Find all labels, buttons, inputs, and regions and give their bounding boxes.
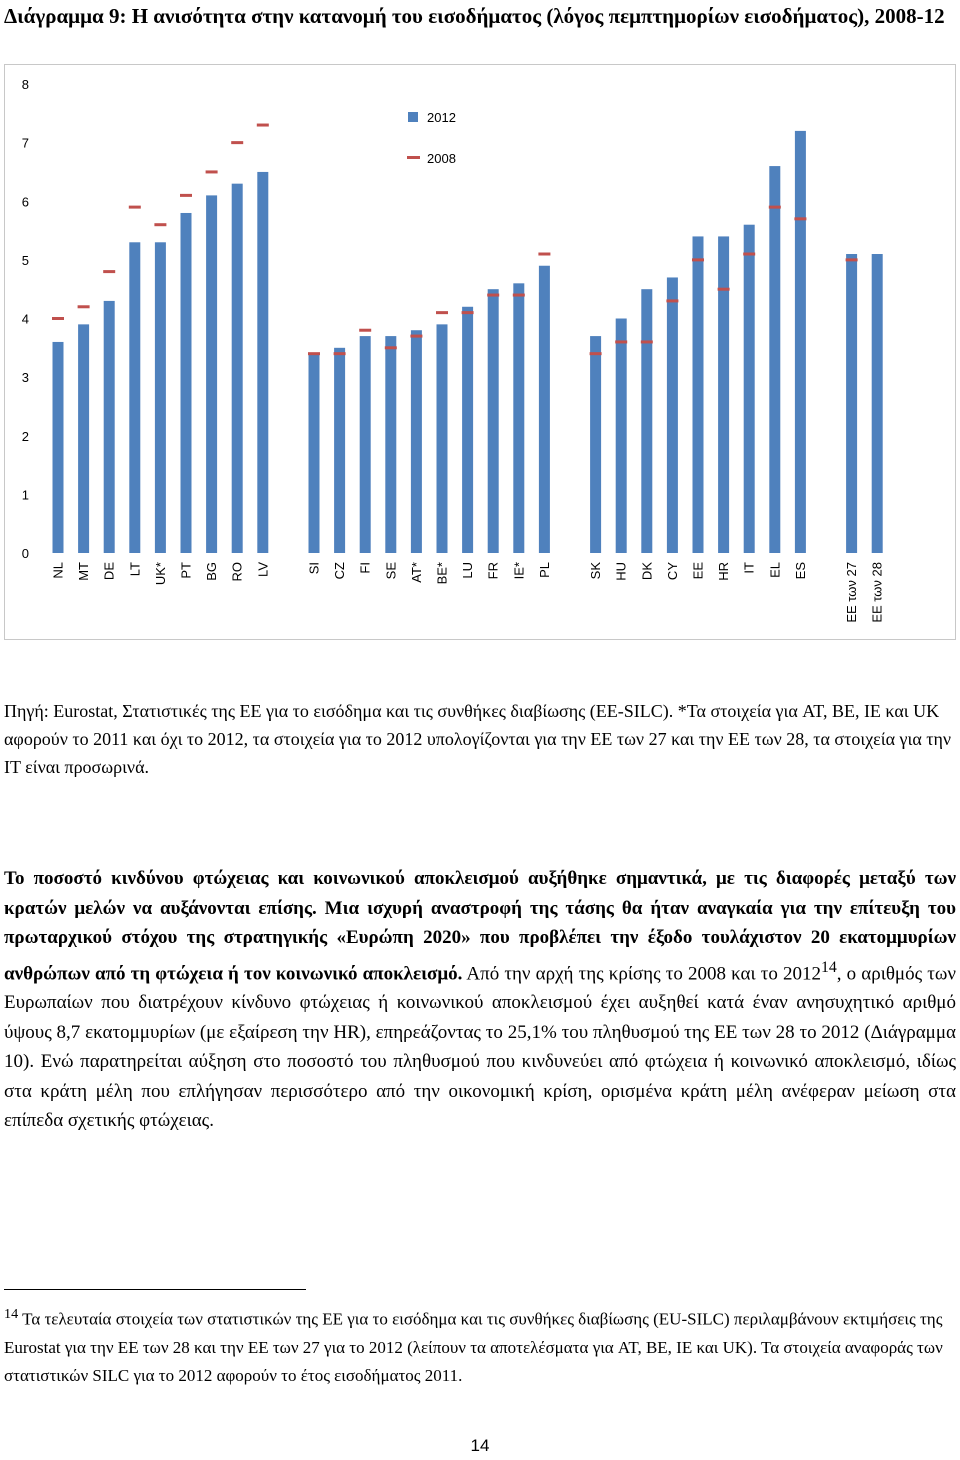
page-number: 14 — [470, 1436, 490, 1455]
marker-2008 — [641, 340, 653, 343]
marker-2008 — [436, 311, 448, 314]
marker-2008 — [590, 352, 602, 355]
marker-2008 — [410, 335, 422, 338]
x-tick-label: PT — [178, 562, 194, 579]
marker-2008 — [359, 329, 371, 332]
bar-chart — [5, 65, 955, 639]
marker-2008 — [769, 206, 781, 209]
bar — [309, 354, 320, 553]
y-tick-label: 4 — [21, 311, 29, 327]
marker-2008 — [692, 258, 704, 261]
y-tick-label: 6 — [21, 194, 29, 210]
marker-2008 — [538, 253, 550, 256]
marker-2008 — [129, 206, 141, 209]
y-tick-label: 7 — [21, 135, 29, 151]
x-tick-label: FR — [485, 562, 501, 580]
body-text-part2: , ο αριθμός των Ευρωπαίων που διατρέχουν κίνδυνο φτώχειας ή κοινωνικού αποκλεισμού έχει αυξηθεί κατά έναν ανησυχητικό αριθμό ύψους 8,7 εκατομμυρίων (με εξαίρεση την HR), επηρεάζοντας το 25,1% του πληθυσμού της ΕΕ των 28 το 2012 (Διάγραμμα 10). Ενώ παρατηρείται αύξηση στο ποσοστό του πληθυσμού που κινδυνεύει από φτώχεια ή κοινωνικό αποκλεισμό, ιδίως στα κράτη μέλη που επλήγησαν περισσότερο από την οικονομική κρίση, ορισμένα κράτη μέλη ανέφεραν μείωση στα επίπεδα σχετικής φτώχειας. — [4, 962, 956, 1132]
bar — [539, 266, 550, 553]
bar — [488, 289, 499, 553]
bar — [385, 336, 396, 553]
marker-2008 — [846, 258, 858, 261]
x-tick-label: RO — [229, 562, 245, 582]
x-tick-label: ES — [792, 562, 808, 580]
bar — [78, 324, 89, 553]
bar — [334, 348, 345, 553]
legend-label-2008: 2008 — [427, 151, 456, 166]
marker-2008 — [103, 270, 115, 273]
x-tick-label: CY — [664, 562, 680, 581]
x-tick-label: EL — [767, 562, 783, 578]
bar — [155, 242, 166, 553]
marker-2008 — [487, 294, 499, 297]
bar — [769, 166, 780, 553]
footnote-separator — [4, 1289, 306, 1290]
bar — [590, 336, 601, 553]
bar — [718, 236, 729, 553]
bar — [360, 336, 371, 553]
x-tick-label: MT — [76, 562, 92, 581]
y-tick-label: 5 — [21, 252, 29, 268]
x-tick-label: IE* — [511, 562, 527, 580]
marker-2008 — [154, 223, 166, 226]
x-tick-label: LU — [460, 562, 476, 579]
body-text-part1: Από την αρχή της κρίσης το 2008 και το 2012 — [466, 962, 821, 984]
bar — [667, 277, 678, 553]
x-tick-label: UK* — [152, 562, 168, 586]
bar — [411, 330, 422, 553]
bar — [616, 319, 627, 554]
bar — [181, 213, 192, 553]
footnote-text: Τα τελευταία στοιχεία των στατιστικών της ΕΕ για το εισόδημα και τις συνθήκες διαβίωσης (EU-SILC) περιλαμβάνουν εκτιμήσεις της Eurostat για την ΕΕ των 28 και την ΕΕ των 27 για το 2012 (λείπουν τα αποτελέσματα για AT, BE, IE και UK). Τα στοιχεία αναφοράς των στατιστικών SILC για το 2012 αφορούν το έτος εισοδήματος 2011. — [4, 1309, 943, 1385]
body-bold-text: Το ποσοστό κινδύνου φτώχειας και κοινωνικού αποκλεισμού αυξήθηκε σημαντικά, με τις διαφορές μεταξύ των κρατών μελών να αυξάνονται επίσης. Μια ισχυρή αναστροφή της τάσης θα ήταν αναγκαία για την επίτευξη του πρωταρχικού στόχου της στρατηγικής «Ευρώπη 2020» που προβλέπει την έξοδο τουλάχιστον 20 εκατομμυρίων ανθρώπων από τη φτώχεια ή τον κοινωνικό αποκλεισμό. — [4, 868, 956, 984]
x-tick-label: DK — [639, 562, 655, 581]
x-tick-label: CZ — [332, 562, 348, 580]
marker-2008 — [52, 317, 64, 320]
bar — [462, 307, 473, 553]
marker-2008 — [206, 170, 218, 173]
x-tick-label: ΕΕ των 28 — [869, 562, 885, 623]
marker-2008 — [513, 294, 525, 297]
x-tick-label: HR — [716, 562, 732, 581]
x-tick-label: AT* — [408, 562, 424, 583]
x-tick-label: HU — [613, 562, 629, 581]
x-tick-label: BE* — [434, 562, 450, 585]
x-tick-label: PL — [536, 562, 552, 578]
marker-2008 — [231, 141, 243, 144]
bar — [744, 225, 755, 553]
x-tick-label: SE — [383, 562, 399, 580]
bar — [795, 131, 806, 553]
marker-2008 — [180, 194, 192, 197]
bar — [206, 195, 217, 553]
bar — [437, 324, 448, 553]
marker-2008 — [462, 311, 474, 314]
marker-2008 — [334, 352, 346, 355]
marker-2008 — [794, 217, 806, 220]
bar — [257, 172, 268, 553]
chart-title: Διάγραμμα 9: Η ανισότητα στην κατανομή του εισοδήματος (λόγος πεμπτημορίων εισοδήματος), 2008-12 — [4, 4, 945, 28]
x-tick-label: LV — [255, 562, 271, 577]
bar — [872, 254, 883, 553]
bar — [641, 289, 652, 553]
bar — [693, 236, 704, 553]
x-tick-label: SK — [588, 562, 604, 580]
marker-2008 — [743, 253, 755, 256]
bar — [104, 301, 115, 553]
footnote-reference[interactable]: 14 — [820, 958, 837, 976]
x-tick-label: IT — [741, 562, 757, 574]
x-tick-label: SI — [306, 562, 322, 575]
y-tick-label: 8 — [21, 77, 29, 92]
y-tick-label: 1 — [21, 487, 29, 503]
legend-label-2012: 2012 — [427, 110, 456, 125]
bar — [846, 254, 857, 553]
x-tick-label: ΕΕ των 27 — [844, 562, 860, 623]
marker-2008 — [718, 288, 730, 291]
bar — [513, 283, 524, 553]
x-tick-label: BG — [204, 562, 220, 581]
bar — [129, 242, 140, 553]
x-tick-label: DE — [101, 562, 117, 581]
legend-swatch-2012 — [408, 112, 418, 122]
y-tick-label: 3 — [21, 370, 29, 386]
marker-2008 — [308, 352, 320, 355]
source-note: Πηγή: Eurostat, Στατιστικές της ΕΕ για το εισόδημα και τις συνθήκες διαβίωσης (ΕΕ-SILC). *Τα στοιχεία για AT, BE, IE και UK αφορούν το 2011 και όχι το 2012, τα στοιχεία για το 2012 υπολογίζονται για την ΕΕ των 27 και την ΕΕ των 28, τα στοιχεία για την IT είναι προσωρινά. — [4, 701, 952, 777]
y-tick-label: 2 — [21, 428, 29, 444]
marker-2008 — [666, 299, 678, 302]
legend-swatch-2008 — [407, 156, 420, 159]
chart-frame — [4, 64, 956, 640]
x-tick-label: LT — [127, 562, 143, 577]
x-tick-label: NL — [50, 562, 66, 579]
marker-2008 — [78, 305, 90, 308]
x-tick-label: EE — [690, 562, 706, 580]
bar — [53, 342, 64, 553]
body-paragraph — [4, 864, 956, 1136]
x-tick-label: FI — [357, 562, 373, 574]
marker-2008 — [615, 340, 627, 343]
footnote — [4, 1300, 954, 1390]
bar — [232, 184, 243, 553]
footnote-number: 14 — [4, 1306, 19, 1322]
marker-2008 — [257, 124, 269, 127]
marker-2008 — [385, 346, 397, 349]
y-tick-label: 0 — [21, 546, 29, 561]
